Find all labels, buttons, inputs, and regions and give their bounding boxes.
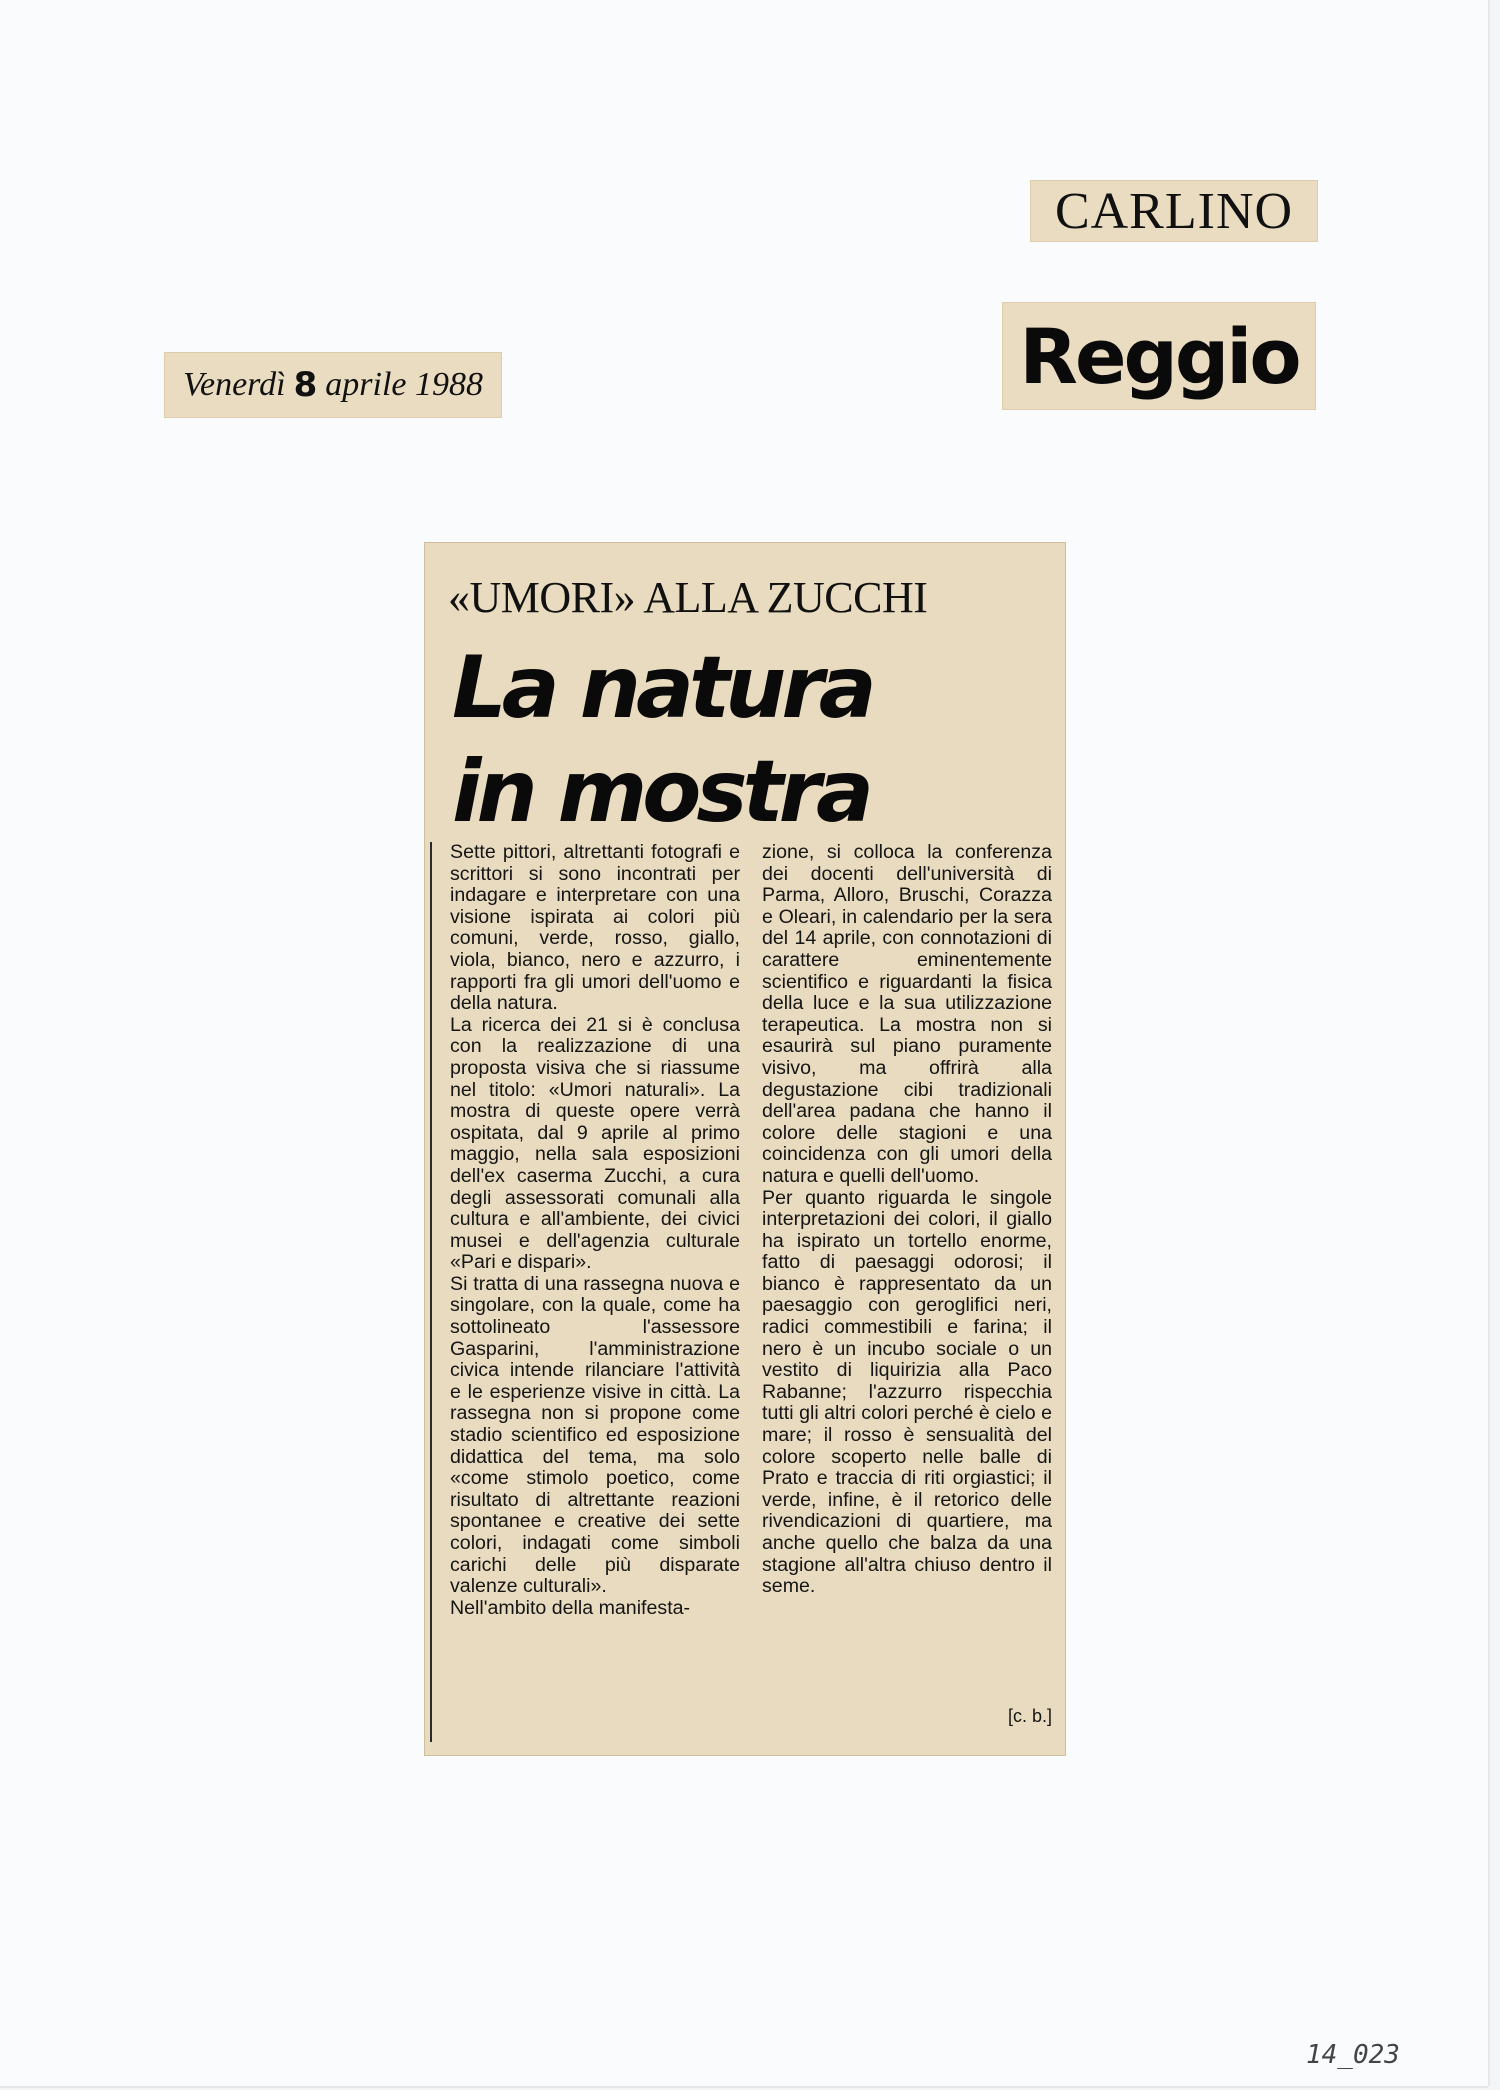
paragraph: Sette pittori, altrettanti fotografi e scrittori si sono incontrati per indagare e interpretare con una visione ispirata ai colori più comuni, verde, rosso, giallo, viola, bianco, nero e azzurro, i rapporti fra gli umori dell'uomo e della natura. <box>450 841 740 1015</box>
headline-line-2: in mostra <box>452 742 870 842</box>
newspaper-name: CARLINO <box>1054 182 1294 240</box>
article-kicker: «UMORI» ALLA ZUCCHI <box>448 573 928 622</box>
article-signature: [c. b.] <box>1007 1706 1052 1726</box>
article-headline <box>452 636 1052 844</box>
date-clipping <box>164 352 502 418</box>
date-day: 8 <box>293 365 318 405</box>
date-month-year: aprile 1988 <box>325 366 483 403</box>
edition-name: Reggio <box>1019 311 1299 401</box>
paragraph: Si tratta di una rassegna nuova e singolare, con la quale, come ha sottolineato l'assessore Gasparini, l'amministrazione civica intende rilanciare l'attività e le esperienze visive in città. La rassegna non si propone come stadio scientifico ed esposizione didattica del tema, ma solo «come stimolo poetico, come risultato di altrettante reazioni spontanee e creative dei sette colori, indagati come simboli carichi delle più disparate valenze culturali». <box>450 1272 740 1598</box>
column-rule <box>430 842 432 1742</box>
article-column-right <box>762 842 1052 1598</box>
article-clipping <box>424 542 1066 1756</box>
edition-clipping <box>1002 302 1316 410</box>
date-weekday: Venerdì <box>183 366 286 403</box>
headline-line-1: La natura <box>452 638 872 738</box>
archive-code: 14_023 <box>1306 2040 1400 2070</box>
newspaper-name-clipping <box>1030 180 1318 242</box>
paragraph: La ricerca dei 21 si è conclusa con la realizzazione di una proposta visiva che si riassume nel titolo: «Umori naturali». La mostra di queste opere verrà ospitata, dal 9 aprile al primo maggio, nella sala esposizioni dell'ex caserma Zucchi, a cura degli assessorati comunali alla cultura e all'ambiente, dei civici musei e dell'agenzia culturale «Pari e dispari». <box>450 1013 740 1274</box>
paragraph: zione, si colloca la conferenza dei docenti dell'università di Parma, Alloro, Bruschi, Corazza e Oleari, in calendario per la sera del 14 aprile, con connotazioni di carattere eminentemente scientifico e riguardanti la fisica della luce e la sua utilizzazione terapeutica. La mostra non si esaurirà sul piano puramente visivo, ma offrirà alla degustazione cibi tradizionali dell'area padana che hanno il colore delle stagioni e una coincidenza con gli umori della natura e quelli dell'uomo. <box>762 841 1052 1187</box>
paragraph: Nell'ambito della manifesta- <box>450 1596 691 1619</box>
paragraph: Per quanto riguarda le singole interpretazioni dei colori, il giallo ha ispirato un tortello enorme, fatto di paesaggi odorosi; il bianco è rappresentato da un paesaggio con geroglifici neri, radici commestibili e farina; il nero è un incubo sociale o un vestito di liquirizia alla Paco Rabanne; l'azzurro rispecchia tutti gli altri colori perché è cielo e mare; il rosso è sensualità del colore scoperto nelle balle di Prato e traccia di riti orgiastici; il verde, infine, è il retorico delle rivendicazioni di quartiere, ma anche quello che balza da una stagione all'altra chiuso dentro il seme. <box>762 1186 1052 1598</box>
article-column-left <box>450 842 740 1619</box>
embossed-watermark <box>54 30 104 2060</box>
